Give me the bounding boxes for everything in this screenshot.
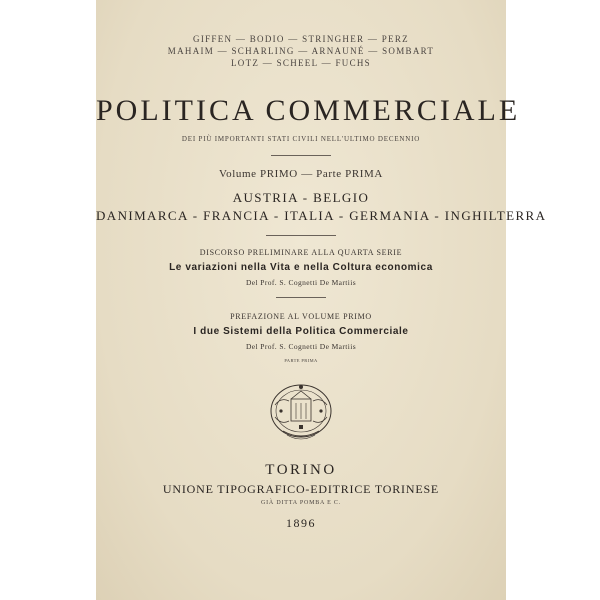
authors-line-1: GIFFEN — BODIO — STRINGHER — PERZ xyxy=(193,34,409,44)
book-subtitle: DEI PIÙ IMPORTANTI STATI CIVILI NELL'ULTIMO DECENNIO xyxy=(181,135,421,143)
imprint-city: TORINO xyxy=(265,462,337,478)
volume-part: Volume PRIMO — Parte PRIMA xyxy=(219,168,383,180)
authors-line-3: LOTZ — SCHEEL — FUCHS xyxy=(231,58,371,68)
preface-part: PARTE PRIMA xyxy=(284,358,318,363)
countries-line-1: AUSTRIA - BELGIO xyxy=(232,190,370,205)
authors-line-2: MAHAIM — SCHARLING — ARNAUNÉ — SOMBART xyxy=(167,46,435,56)
imprint-formerly: GIÀ DITTA POMBA E C. xyxy=(260,500,342,506)
imprint-publisher: UNIONE TIPOGRAFICO-EDITRICE TORINESE xyxy=(162,482,440,496)
preface-title: I due Sistemi della Politica Commerciale xyxy=(193,326,409,337)
discourse-title: Le variazioni nella Vita e nella Coltura economica xyxy=(169,262,433,273)
divider-rule-top xyxy=(271,155,331,156)
imprint-year: 1896 xyxy=(286,516,316,530)
divider-rule-lower xyxy=(276,297,326,298)
preface-byline: Del Prof. S. Cognetti De Martiis xyxy=(245,342,357,351)
title-page xyxy=(96,0,547,600)
discourse-byline: Del Prof. S. Cognetti De Martiis xyxy=(245,278,357,287)
divider-rule-middle xyxy=(266,235,336,236)
countries-line-2: DANIMARCA - FRANCIA - ITALIA - GERMANIA - INGHILTERRA xyxy=(96,208,547,223)
discourse-heading: DISCORSO PRELIMINARE ALLA QUARTA SERIE xyxy=(199,248,403,257)
preface-heading: PREFAZIONE AL VOLUME PRIMO xyxy=(230,312,372,321)
book-title: POLITICA COMMERCIALE xyxy=(96,94,521,127)
publisher-emblem xyxy=(261,375,341,445)
